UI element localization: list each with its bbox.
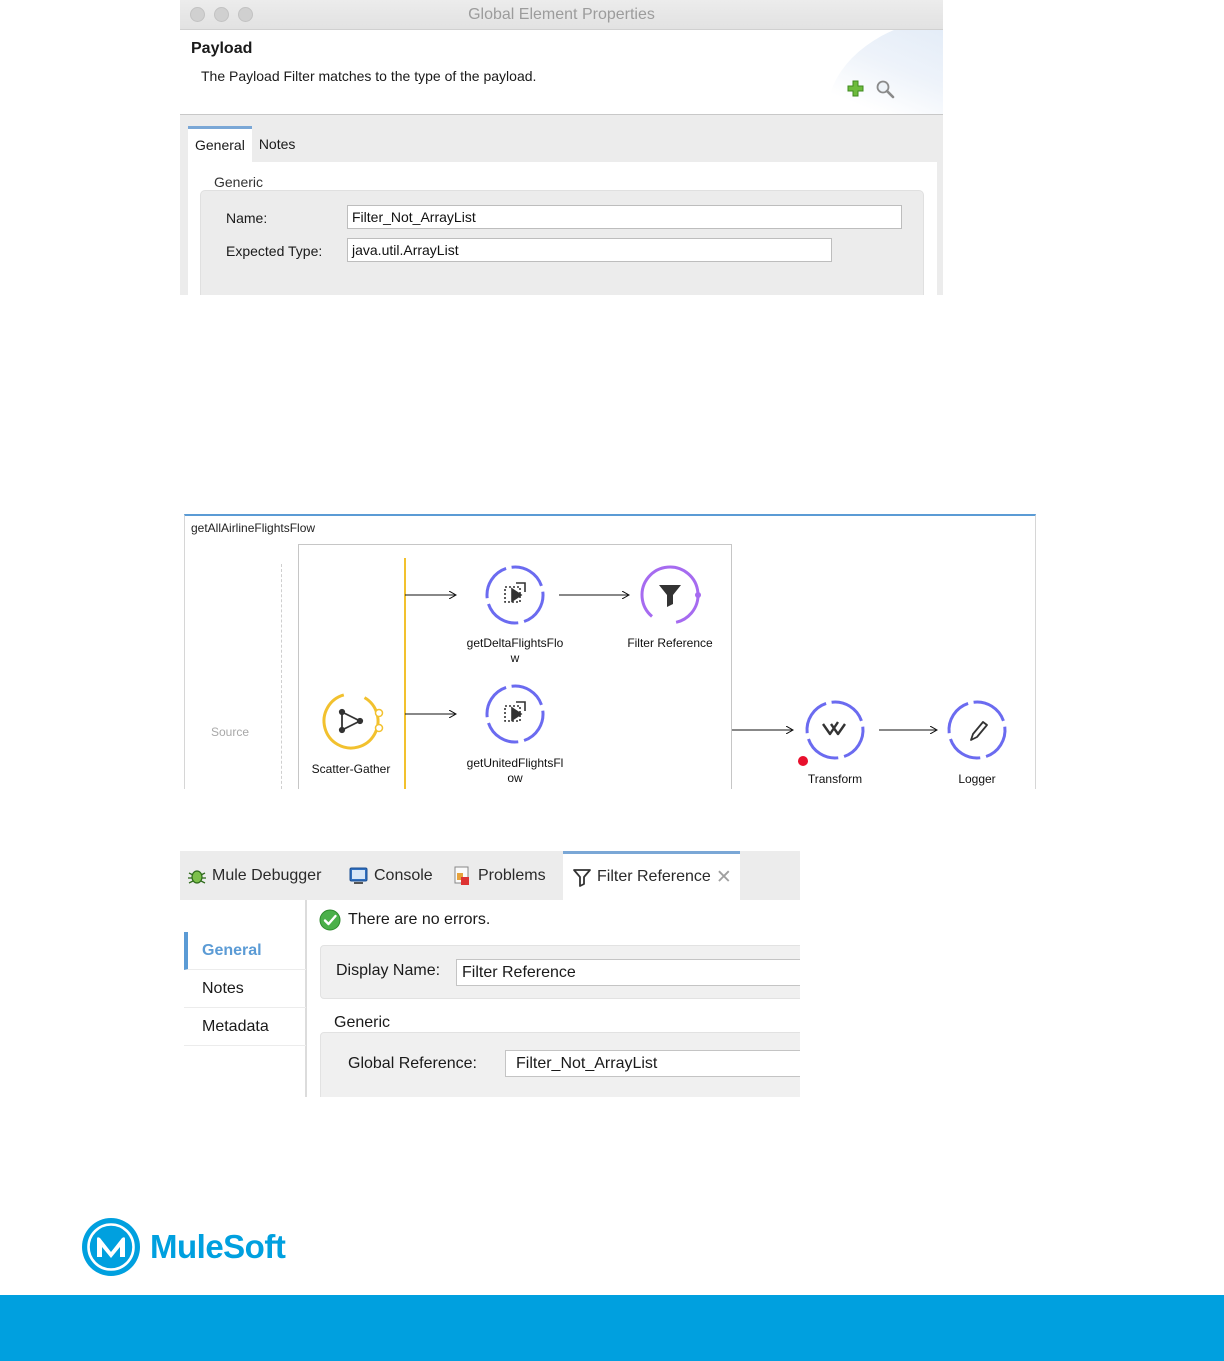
flow-diagram — [185, 516, 1036, 789]
expected-type-label: Expected Type: — [226, 243, 323, 259]
tab-filter-reference-label: Filter Reference — [597, 868, 711, 885]
console-icon — [348, 865, 370, 887]
tab-notes[interactable]: Notes — [258, 136, 296, 152]
flow-canvas — [184, 514, 1036, 789]
flow-title[interactable]: getAllAirlineFlightsFlow — [191, 521, 316, 535]
window-title: Global Element Properties — [468, 6, 655, 23]
scatter-gather-label: Scatter-Gather — [311, 762, 391, 776]
problems-icon — [452, 865, 474, 887]
plus-icon[interactable] — [847, 80, 864, 97]
filter-reference-label: Filter Reference — [627, 636, 713, 650]
global-reference-label: Global Reference: — [348, 1055, 477, 1072]
global-element-properties-dialog — [180, 0, 943, 295]
sidebar-item-general[interactable]: General — [184, 932, 306, 970]
get-united-flights-flow-label-line1: getUnitedFlightsFl — [466, 756, 564, 770]
get-delta-flights-flow-node[interactable] — [484, 564, 546, 626]
tab-problems[interactable] — [452, 851, 546, 900]
tab-filter-reference[interactable] — [563, 851, 740, 900]
dialog-tabs — [188, 126, 302, 162]
dialog-header-description: The Payload Filter matches to the type of the payload. — [201, 68, 537, 84]
tab-problems-label: Problems — [478, 866, 546, 884]
footer-bar — [0, 1295, 1224, 1361]
transform-label: Transform — [807, 772, 863, 786]
get-delta-flights-flow-label — [447, 636, 583, 666]
source-label: Source — [211, 725, 250, 739]
status-message: There are no errors. — [348, 911, 491, 928]
filter-reference-node[interactable] — [631, 556, 710, 635]
mulesoft-logo — [80, 1216, 290, 1278]
generic-group — [200, 190, 924, 295]
tab-console[interactable] — [348, 851, 433, 900]
display-name-field[interactable]: Filter Reference — [456, 959, 800, 986]
tab-console-label: Console — [374, 866, 433, 884]
brand-name: MuleSoft — [150, 1228, 286, 1265]
magnifier-icon[interactable] — [875, 79, 895, 99]
get-delta-flights-flow-label-line2: w — [510, 651, 520, 665]
dialog-header-title: Payload — [191, 40, 253, 57]
dialog-header — [180, 30, 943, 115]
logger-label: Logger — [958, 772, 996, 786]
tab-mule-debugger-label: Mule Debugger — [212, 866, 322, 884]
get-united-flights-flow-label — [447, 756, 583, 786]
get-delta-flights-flow-label-line1: getDeltaFlightsFlo — [466, 636, 564, 650]
name-label: Name: — [226, 210, 268, 226]
generic-group — [320, 1032, 800, 1097]
view-tab-bar — [180, 851, 800, 900]
sidebar-item-metadata[interactable]: Metadata — [184, 1008, 306, 1046]
mulesoft-m-icon — [80, 1216, 142, 1278]
global-reference-field[interactable]: Filter_Not_ArrayList — [505, 1050, 800, 1077]
bug-icon — [186, 865, 208, 887]
properties-sidebar — [180, 900, 307, 1097]
close-icon[interactable]: ✕ — [715, 866, 732, 888]
get-united-flights-flow-node[interactable] — [484, 683, 546, 745]
check-icon — [319, 909, 341, 931]
general-tab-content — [188, 162, 937, 295]
properties-view — [180, 851, 800, 1097]
breakpoint-dot[interactable] — [798, 756, 808, 766]
display-name-group — [320, 945, 800, 999]
window-titlebar — [180, 0, 943, 30]
sidebar-item-notes[interactable]: Notes — [184, 970, 306, 1008]
tab-mule-debugger[interactable] — [186, 851, 321, 900]
generic-group-label: Generic — [214, 174, 264, 190]
scatter-gather-node[interactable] — [314, 684, 388, 758]
name-field[interactable]: Filter_Not_ArrayList — [347, 205, 902, 229]
transform-message-node[interactable] — [798, 699, 866, 766]
expected-type-field[interactable]: java.util.ArrayList — [347, 238, 832, 262]
filter-icon — [571, 866, 593, 888]
display-name-label: Display Name: — [336, 962, 441, 979]
logger-node[interactable] — [946, 699, 1008, 761]
tab-general[interactable]: General — [188, 126, 252, 162]
get-united-flights-flow-label-line2: ow — [507, 771, 523, 785]
generic-group-label: Generic — [334, 1014, 391, 1031]
header-decoration — [812, 30, 943, 115]
